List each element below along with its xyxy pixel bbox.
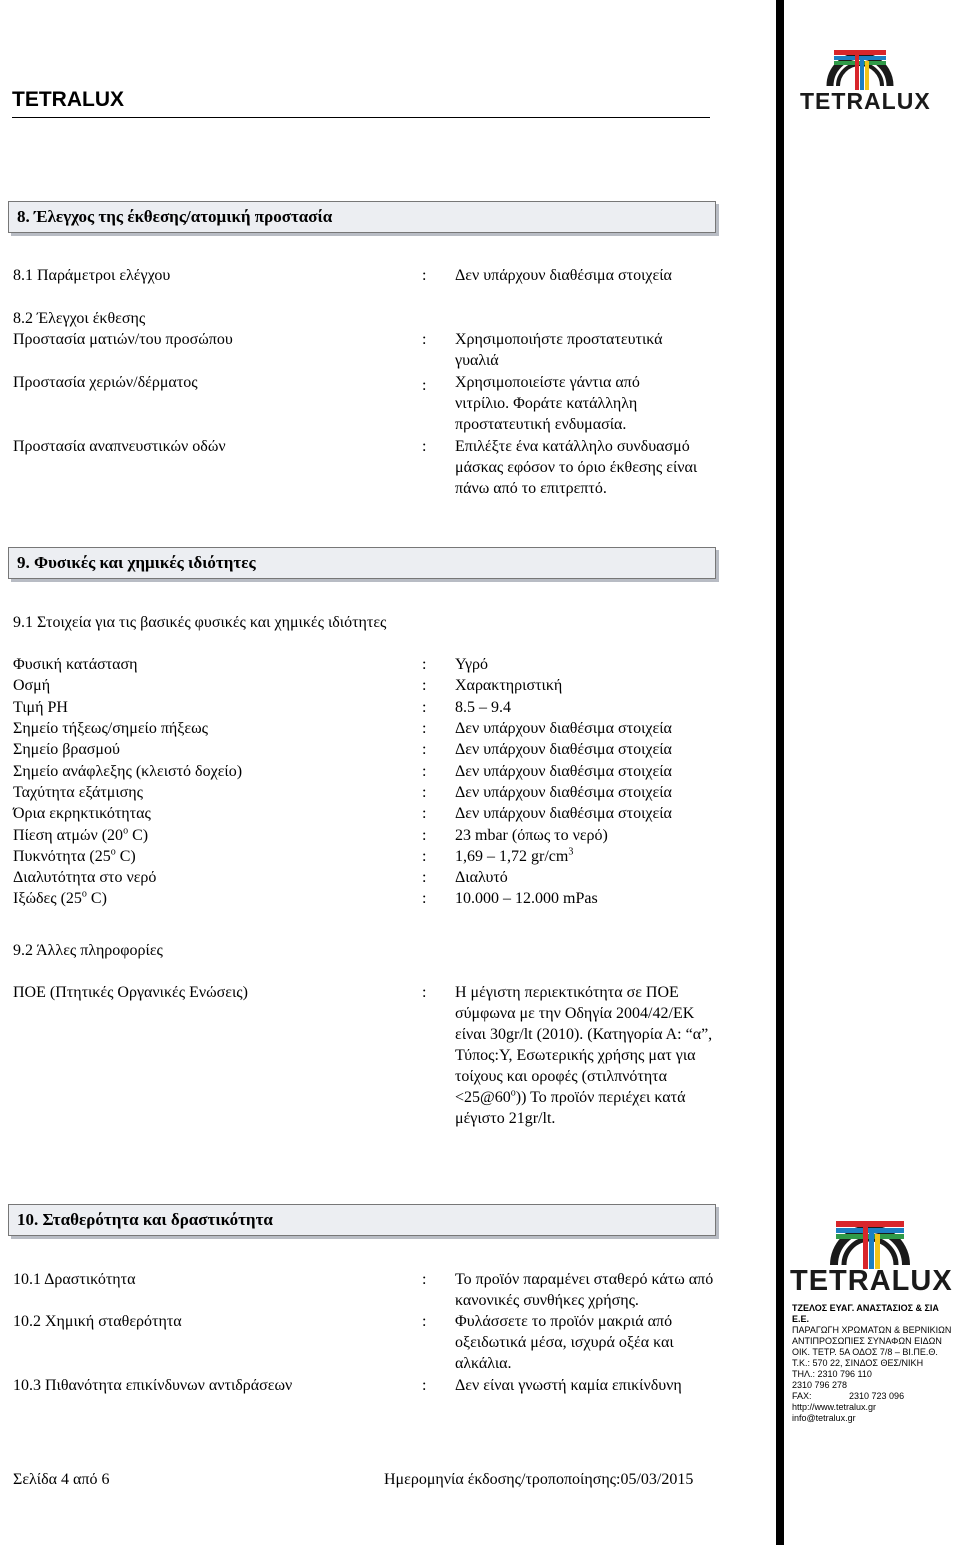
property-value: Δεν υπάρχουν διαθέσιμα στοιχεία <box>455 720 672 737</box>
colon: : <box>422 331 427 348</box>
section-9-header <box>8 547 716 579</box>
property-value: Δεν υπάρχουν διαθέσιμα στοιχεία <box>455 763 672 780</box>
colon: : <box>422 1377 427 1394</box>
param-10-2-value: Φυλάσσετε το προϊόν μακριά από οξειδωτικά μέσα, ισχυρά οξέα και αλκάλια. <box>455 1313 674 1372</box>
tetralux-emblem-icon <box>798 36 922 92</box>
section-8-title: 8. Έλεγχος της έκθεσης/ατομική προστασία <box>17 207 333 226</box>
property-value: 8.5 – 9.4 <box>455 699 511 716</box>
contact-fax: FAX: 2310 723 096 <box>792 1391 905 1401</box>
colon: : <box>422 656 427 673</box>
colon: : <box>422 677 427 694</box>
vapour-pressure-label: Πίεση ατμών (20$^o$ C) <box>13 825 149 844</box>
colon: : <box>422 869 427 886</box>
tetralux-logo-bottom <box>790 1205 953 1297</box>
property-label: Ταχύτητα εξάτμισης <box>13 784 143 801</box>
colon: : <box>422 377 427 394</box>
colon: : <box>422 984 427 1001</box>
density-label: Πυκνότητα (25$^o$ C) <box>13 846 136 865</box>
colon: : <box>422 699 427 716</box>
density-value: 1,69 – 1,72 $gr/cm^3$ <box>455 846 574 865</box>
tetralux-emblem-icon <box>790 1205 950 1271</box>
property-label: Οσμή <box>13 677 51 694</box>
property-label: Όρια εκρηκτικότητας <box>13 805 151 822</box>
property-value: Δεν υπάρχουν διαθέσιμα στοιχεία <box>455 741 672 758</box>
colon: : <box>422 890 427 907</box>
section-8-header <box>8 201 716 233</box>
contact-block <box>792 1303 951 1424</box>
param-8-1-value: Δεν υπάρχουν διαθέσιμα στοιχεία <box>455 267 672 284</box>
property-label: Σημείο ανάφλεξης (κλειστό δοχείο) <box>13 763 243 780</box>
contact-phone-2: 2310 796 278 <box>792 1380 848 1390</box>
eye-protection-value: Χρησιμοποιήστε προστατευτικά γυαλιά <box>455 331 663 369</box>
solubility-value: Διαλυτό <box>455 869 508 886</box>
property-value: Χαρακτηριστική <box>455 677 563 694</box>
contact-phone: ΤΗΛ.: 2310 796 110 <box>792 1369 872 1379</box>
hand-protection-label: Προστασία χεριών/δέρματος <box>13 374 198 391</box>
param-9-2-label: 9.2 Άλλες πληροφορίες <box>13 942 163 959</box>
voc-label: ΠΟΕ (Πτητικές Οργανικές Ενώσεις) <box>13 984 248 1001</box>
voc-value: Η μέγιστη περιεκτικότητα σε ΠΟΕ σύμφωνα με την Οδηγία 2004/42/ΕΚ είναι 30gr/lt (2010). (Κατηγορία Α: “α”, Τύπος:Υ, Εσωτερικής χρήσης ματ για τοίχους και οροφές $(\sigma\tau\iota\lambda\pi\nu ό\tau\eta\tau\alpha <25@60^o)$) Το προϊόν περιέχει κατά μέγιστο 21gr/lt. <box>455 984 713 1127</box>
viscosity-value: 10.000 – 12.000 mPas <box>455 890 598 907</box>
right-border-bar <box>776 0 784 1545</box>
hand-protection-value: Χρησιμοποιείστε γάντια από νιτρίλιο. Φοράτε κατάλληλη προστατευτική ενδυμασία. <box>455 374 640 433</box>
colon: : <box>422 720 427 737</box>
contact-website-link[interactable]: http://www.tetralux.gr <box>792 1402 877 1412</box>
company-name: TETRALUX <box>12 88 124 111</box>
contact-address: ΟΙΚ. ΤΕΤΡ. 5Α ΟΔΟΣ 7/8 – ΒΙ.ΠΕ.Θ. <box>792 1347 938 1357</box>
issue-date: Ημερομηνία έκδοσης/τροποποίησης:05/03/2015 <box>384 1471 694 1488</box>
respiratory-protection-value: Επιλέξτε ένα κατάλληλο συνδυασμό μάσκας εφόσον το όριο έκθεσης είναι πάνω από το επιτρεπτό. <box>455 438 698 497</box>
colon: : <box>422 763 427 780</box>
tetralux-logo-top <box>798 36 931 116</box>
logo-wordmark: TETRALUX <box>790 1265 953 1297</box>
contact-company-type: Ε.Ε. <box>792 1314 810 1324</box>
colon: : <box>422 784 427 801</box>
colon: : <box>422 1313 427 1330</box>
param-10-1-label: 10.1 Δραστικότητα <box>13 1271 136 1288</box>
property-label: Σημείο βρασμού <box>13 741 120 758</box>
colon: : <box>422 1271 427 1288</box>
contact-activity-2: ΑΝΤΙΠΡΟΣΩΠΙΕΣ ΣΥΝΑΦΩΝ ΕΙΔΩΝ <box>792 1336 942 1346</box>
param-10-3-value: Δεν είναι γνωστή καμία επικίνδυνη <box>455 1377 682 1394</box>
colon: : <box>422 805 427 822</box>
property-label: Σημείο τήξεως/σημείο πήξεως <box>13 720 208 737</box>
eye-protection-label: Προστασία ματιών/του προσώπου <box>13 331 233 348</box>
colon: : <box>422 827 427 844</box>
logo-wordmark: TETRALUX <box>800 88 931 114</box>
param-10-2-label: 10.2 Χημική σταθερότητα <box>13 1313 182 1330</box>
contact-email-link[interactable]: info@tetralux.gr <box>792 1413 856 1423</box>
property-label: Φυσική κατάσταση <box>13 656 138 673</box>
header-rule <box>12 117 710 118</box>
property-value: Υγρό <box>455 656 488 673</box>
param-9-1-label: 9.1 Στοιχεία για τις βασικές φυσικές και χημικές ιδιότητες <box>13 614 387 631</box>
section-10-header <box>8 1204 716 1236</box>
property-value: Δεν υπάρχουν διαθέσιμα στοιχεία <box>455 805 672 822</box>
colon: : <box>422 741 427 758</box>
param-8-1-label: 8.1 Παράμετροι ελέγχου <box>13 267 171 284</box>
colon: : <box>422 267 427 284</box>
respiratory-protection-label: Προστασία αναπνευστικών οδών <box>13 438 226 455</box>
property-label: Τιμή PH <box>13 699 68 716</box>
colon: : <box>422 438 427 455</box>
param-8-2-label: 8.2 Έλεγχοι έκθεσης <box>13 310 146 327</box>
solubility-label: Διαλυτότητα στο νερό <box>13 869 157 886</box>
section-9-title: 9. Φυσικές και χημικές ιδιότητες <box>17 553 256 572</box>
contact-postcode: Τ.Κ.: 570 22, ΣΙΝΔΟΣ ΘΕΣ/ΝΙΚΗ <box>792 1358 924 1368</box>
viscosity-label: Ιξώδες (25$^o$ C) <box>13 888 107 907</box>
contact-activity: ΠΑΡΑΓΩΓΗ ΧΡΩΜΑΤΩΝ & ΒΕΡΝΙΚΙΩΝ <box>792 1325 952 1335</box>
section-10-title: 10. Σταθερότητα και δραστικότητα <box>17 1210 273 1229</box>
param-10-3-label: 10.3 Πιθανότητα επικίνδυνων αντιδράσεων <box>13 1377 293 1394</box>
param-10-1-value: Το προϊόν παραμένει σταθερό κάτω από κανονικές συνθήκες χρήσης. <box>455 1271 714 1309</box>
contact-company: ΤΖΕΛΟΣ ΕΥΑΓ. ΑΝΑΣΤΑΣΙΟΣ & ΣΙΑ <box>792 1303 939 1313</box>
property-value: Δεν υπάρχουν διαθέσιμα στοιχεία <box>455 784 672 801</box>
colon: : <box>422 848 427 865</box>
vapour-pressure-value: 23 mbar (όπως το νερό) <box>455 827 608 844</box>
page-number: Σελίδα 4 από 6 <box>13 1471 110 1488</box>
